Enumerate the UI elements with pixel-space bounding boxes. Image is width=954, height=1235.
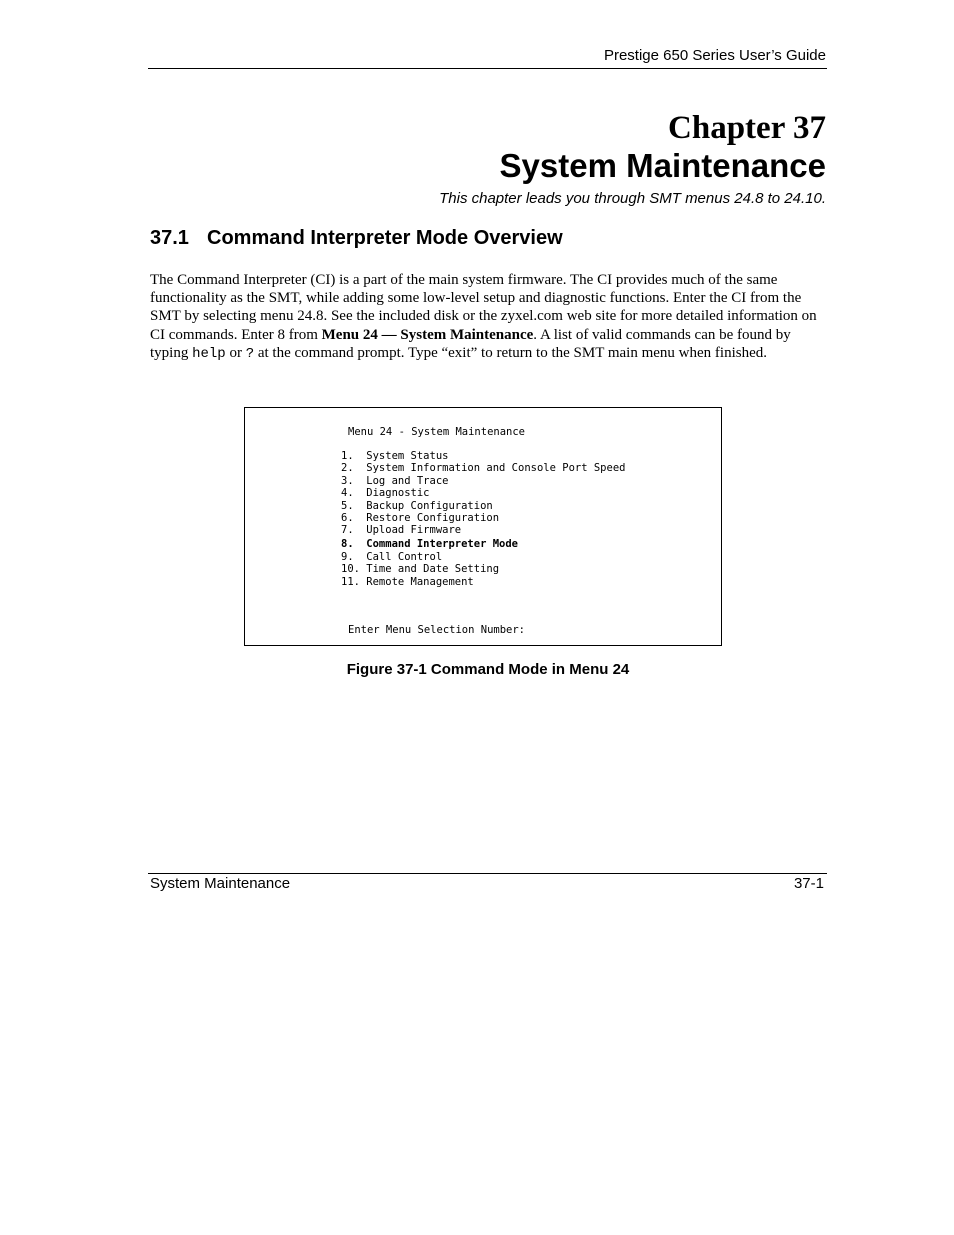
figure-caption: Figure 37-1 Command Mode in Menu 24 [346,661,630,678]
menu-title: Menu 24 - System Maintenance [348,426,526,438]
header-rule [148,68,827,69]
menu-reference: Menu 24 — System Maintenance [321,326,534,343]
paragraph-text-1: The Command Interpreter (CI) is a part of the main system firmware. The CI provides much of the same functionality as the SMT, while adding some low-level setup and diagnostic functions. Enter the CI from the SMT by selecting menu 24.8. See the included disk or the zyxel.com web site for more detailed information on CI commands. Enter 8 from [150,272,817,343]
menu-item: 10. Time and Date Setting [341,563,500,576]
help-command: help [192,345,226,362]
chapter-intro: This chapter leads you through SMT menus 24.8 to 24.10. [439,190,826,207]
menu-prompt: Enter Menu Selection Number: [348,624,526,636]
section-heading [150,227,563,250]
question-command: ? [245,345,255,362]
header-guide-title: Prestige 650 Series User’s Guide [603,47,826,64]
paragraph-text-2: . A list of valid commands can be found by typing [150,326,791,361]
menu-item: 5. Backup Configuration [341,499,493,512]
footer-section-name: System Maintenance [150,875,291,892]
body-paragraph [150,271,830,363]
chapter-subtitle: System Maintenance [499,147,826,184]
section-title: Command Interpreter Mode Overview [207,227,563,249]
menu-item: 4. Diagnostic [341,487,430,500]
section-number: 37.1 [150,227,189,249]
paragraph-text-3: or [225,344,246,361]
menu-item: 7. Upload Firmware [341,524,462,537]
footer-rule [148,873,827,874]
menu-item: 1. System Status [341,450,449,462]
footer-page-number: 37-1 [793,875,824,892]
menu-item: 9. Call Control [341,550,443,563]
menu-item: 2. System Information and Console Port Speed [341,462,626,475]
figure-box [244,407,722,646]
paragraph-text-4: at the command prompt. Type “exit” to return to the SMT main menu when finished. [254,344,767,361]
menu-item: 3. Log and Trace [341,474,449,487]
chapter-title: Chapter 37 [668,110,826,146]
menu-item-highlighted: 8. Command Interpreter Mode [341,537,519,550]
menu-item: 11. Remote Management [341,575,474,588]
menu-list [341,450,625,588]
menu-item: 6. Restore Configuration [341,511,500,524]
